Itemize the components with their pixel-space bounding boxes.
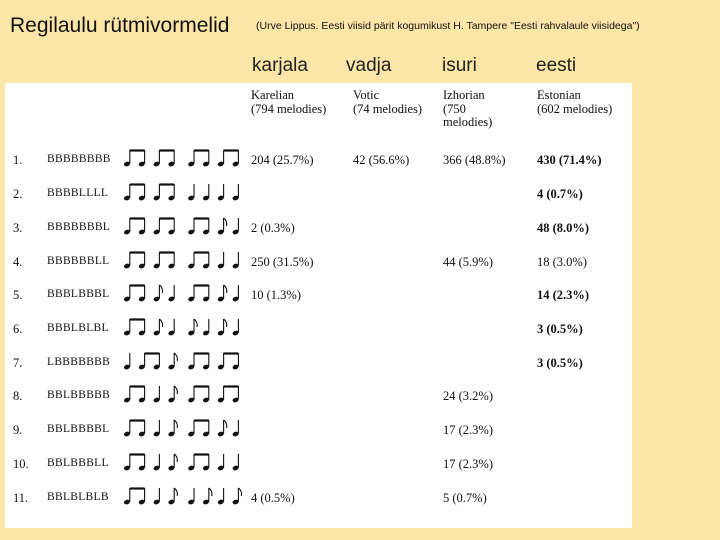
cell-karelian: 204 (25.7%) [251,153,314,167]
rhythm-notation-icon [123,451,247,473]
cell-estonian: 4 (0.7%) [537,187,583,201]
table-row [5,288,632,318]
header-karelian-line1: Karelian [251,88,295,102]
row-number: 2. [13,187,23,201]
rhythm-code: BBLBLBLB [47,491,109,503]
rhythm-code: BBLBBBBL [47,423,110,435]
rhythm-notation-icon [123,350,247,372]
rhythm-code: BBBBBBBB [47,153,111,165]
cell-estonian: 18 (3.0%) [537,255,587,269]
header-izhorian-line1: Izhorian [443,88,485,102]
rhythm-code: BBLBBBBB [47,389,111,401]
table-row [5,187,632,217]
cell-izhorian: 24 (3.2%) [443,389,493,403]
cell-karelian: 2 (0.3%) [251,221,295,235]
table-row [5,491,632,521]
header-karelian-line2: (794 melodies) [251,101,327,116]
table-row [5,255,632,285]
cell-estonian: 48 (8.0%) [537,221,590,235]
row-number: 3. [13,221,23,235]
header-estonian-line1: Estonian [537,88,581,102]
rhythm-code: BBLBBBLL [47,457,109,469]
cell-estonian: 3 (0.5%) [537,322,583,336]
slide-subtitle: (Urve Lippus. Eesti viisid pärit kogumikust H. Tampere "Eesti rahvalaule viisidega") [256,20,640,32]
cell-izhorian: 17 (2.3%) [443,457,493,471]
cell-karelian: 10 (1.3%) [251,288,301,302]
rhythm-notation-icon [123,249,247,271]
rhythm-notation-icon [123,181,247,203]
table-row [5,389,632,419]
cell-karelian: 250 (31.5%) [251,255,314,269]
rhythm-notation-icon [123,383,247,405]
table-row [5,457,632,487]
row-number: 11. [13,491,29,505]
rhythm-notation-icon [123,147,247,169]
row-number: 10. [13,457,29,471]
rhythm-code: BBBLBLBL [47,322,109,334]
cell-izhorian: 44 (5.9%) [443,255,493,269]
rhythm-notation-icon [123,485,247,507]
header-votic-line2: (74 melodies) [353,101,423,116]
rhythm-code: BBBBLLLL [47,187,109,199]
cell-izhorian: 366 (48.8%) [443,153,506,167]
rhythm-notation-icon [123,215,247,237]
row-number: 4. [13,255,23,269]
header-votic-line1: Votic [353,88,380,102]
rhythm-notation-icon [123,417,247,439]
table-row [5,356,632,386]
row-number: 9. [13,423,23,437]
cell-estonian: 430 (71.4%) [537,153,602,167]
rhythm-code: BBBBBBBL [47,221,111,233]
rhythm-notation-icon [123,282,247,304]
cell-estonian: 3 (0.5%) [537,356,583,370]
rhythm-code: LBBBBBBB [47,356,111,368]
header-izhorian-line2: (750 [443,101,466,116]
header-izhorian [443,89,492,130]
header-estonian-line2: (602 melodies) [537,101,613,116]
rhythm-code: BBBBBBLL [47,255,110,267]
header-votic [353,89,422,116]
rhythm-code: BBBLBBBL [47,288,110,300]
lang-label-isuri: isuri [442,55,477,76]
header-estonian [537,89,612,116]
header-izhorian-line3: melodies) [443,115,493,129]
header-karelian [251,89,326,116]
row-number: 7. [13,356,23,370]
lang-label-vadja: vadja [346,55,392,76]
lang-label-karjala: karjala [252,55,308,76]
cell-votic: 42 (56.6%) [353,153,410,167]
row-number: 8. [13,389,23,403]
table-row [5,423,632,453]
table-scan [5,83,632,528]
lang-label-eesti: eesti [536,55,577,76]
cell-izhorian: 17 (2.3%) [443,423,493,437]
row-number: 1. [13,153,23,167]
table-row [5,322,632,352]
rhythm-notation-icon [123,316,247,338]
table-row [5,153,632,183]
slide-title: Regilaulu rütmivormelid [10,14,230,37]
cell-karelian: 4 (0.5%) [251,491,295,505]
table-row [5,221,632,251]
row-number: 5. [13,288,23,302]
cell-izhorian: 5 (0.7%) [443,491,487,505]
row-number: 6. [13,322,23,336]
cell-estonian: 14 (2.3%) [537,288,590,302]
